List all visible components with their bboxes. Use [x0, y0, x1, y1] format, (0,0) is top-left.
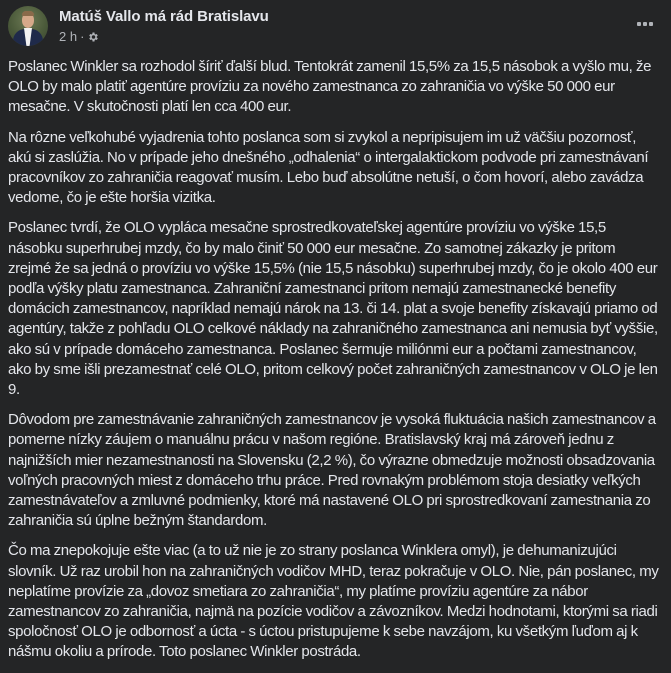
post-paragraph: Dôvodom pre zamestnávanie zahraničných zamestnancov je vysoká fluktuácia našich zamestnancov a pomerne nízky záujem o manuálnu prácu v našom regióne. Bratislavský kraj má zároveň jednu z najnižších mier nezamestnanosti na Slovensku (2,2 %), čo výrazne obmedzuje možnosti obsadzovania voľných pracovných miest z domáceho trhu práce. Pred rovnakým problémom stoja desiatky veľkých zamestnávateľov a zmluvné podmienky, ktoré má nastavené OLO pri sprostredkovaní zamestnania zo zahraničia sú úplne bežným štandardom.: [8, 411, 656, 530]
more-horizontal-icon: [643, 22, 647, 26]
avatar-hair: [22, 11, 34, 16]
post-subline: [59, 29, 269, 45]
post-paragraph: Poslanec tvrdí, že OLO vypláca mesačne sprostredkovateľskej agentúre províziu vo výške 15,5 násobku superhrubej mzdy, čo by malo činiť 50 000 eur mesačne. Zo samotnej zákazky je pritom zrejmé že sa jedná o províziu vo výške 15,5% (nie 15,5 násobku) superhrubej mzdy, čo je okolo 400 eur podľa výšky platu zamestnanca. Zahraniční zamestnanci pritom nemajú zamestnanecké benefity domácich zamestnancov, napríklad nemajú nárok na 13. či 14. plat a svoje benefity získavajú priamo od agentúry, takže z pohľadu OLO celkové náklady na zahraničného zamestnanca ani nemusia byť vyššie, ako sú v prípade domáceho zamestnanca. Poslanec šermuje miliónmi eur a počtami zamestnancov, ako by sme išli prezamestnať celé OLO, pritom celkový počet zahraničných zamestnancov v OLO je len 9.: [8, 219, 658, 399]
gear-icon[interactable]: [87, 31, 99, 43]
post-timestamp[interactable]: 2 h: [59, 29, 78, 44]
author-name[interactable]: Matúš Vallo má rád Bratislavu: [59, 8, 269, 25]
more-options-button[interactable]: [632, 14, 658, 34]
post-header: [8, 6, 269, 46]
post-meta: [59, 8, 269, 45]
author-avatar[interactable]: [8, 6, 48, 46]
more-horizontal-icon: [637, 22, 641, 26]
post-paragraph: Čo ma znepokojuje ešte viac (a to už nie je zo strany poslanca Winklera omyl), je dehumanizujúci slovník. Už raz urobil hon na zahraničných vodičov MHD, teraz pokračuje v OLO. Nie, pán poslanec, my neplatíme provízie za „dovoz smetiara zo zahraničia“, my platíme províziu agentúre za nábor zamestnancov zo zahraničia, najmä na pozície vodičov a závozníkov. Medzi hodnotami, ktorými sa riadi spoločnosť OLO je odbornosť a úcta - s úctou pristupujeme k sebe navzájom, ku všetkým ľuďom aj k nášmu okoliu a prírode. Toto poslanec Winkler postráda.: [8, 542, 659, 661]
post-paragraph: Na rôzne veľkohubé vyjadrenia tohto poslanca som si zvykol a nepripisujem im už väčšiu pozornosť, akú si zaslúžia. No v prípade jeho dnešného „odhalenia“ o intergalaktickom podvode pri zamestnávaní pracovníkov zo zahraničia reagovať musím. Lebo buď absolútne netuší, o čom hovorí, alebo zavádza vedome, čo je ešte horšia vizitka.: [8, 128, 649, 207]
more-horizontal-icon: [649, 22, 653, 26]
post-content: [8, 57, 660, 673]
separator-dot: ·: [80, 29, 85, 44]
post-paragraph: Poslanec Winkler sa rozhodol šíriť ďalší blud. Tentokrát zamenil 15,5% za 15,5 násobok a vyšlo mu, že OLO by malo platiť agentúre províziu za nového zamestnanca zo zahraničia vo výške 50 000 eur mesačne. V skutočnosti platí len cca 400 eur.: [8, 58, 652, 116]
